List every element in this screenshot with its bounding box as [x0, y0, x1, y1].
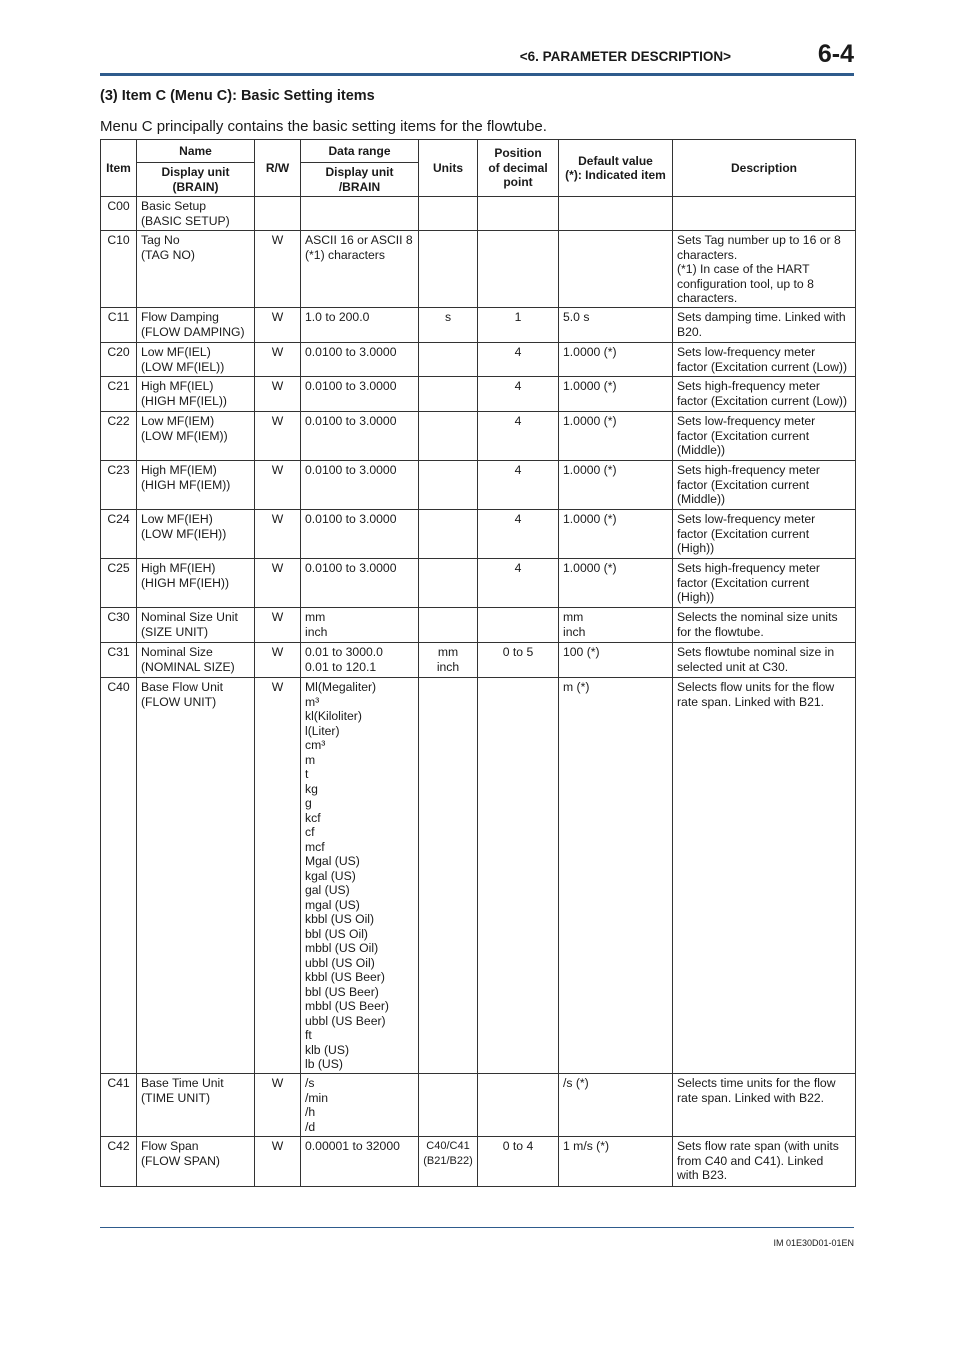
- name-cell: [137, 678, 255, 1074]
- data-range-cell: [301, 559, 419, 608]
- header-rw: R/W: [255, 140, 301, 197]
- cell-line: configuration tool, up to 8: [677, 276, 814, 291]
- cell-line: m³: [305, 694, 320, 709]
- header-default-line: (*): Indicated item: [565, 168, 666, 182]
- name-cell: [137, 1137, 255, 1187]
- cell-line: (HIGH MF(IEL)): [141, 393, 227, 408]
- item-cell: C31: [101, 643, 137, 678]
- decimal-position-cell: [478, 231, 559, 308]
- cell-line: inch: [436, 659, 460, 674]
- cell-line: Mgal (US): [305, 854, 360, 868]
- cell-line: 0.01 to 3000.0: [305, 645, 383, 659]
- description-cell: [673, 510, 856, 559]
- cell-line: s: [444, 310, 452, 324]
- description-cell: [673, 308, 856, 343]
- cell-line: 1.0000 (*): [563, 345, 617, 359]
- units-cell: [419, 643, 478, 678]
- cell-line: 1.0 to 200.0: [305, 310, 370, 324]
- table-row: [101, 461, 856, 510]
- decimal-position-cell: [478, 1074, 559, 1137]
- cell-line: Sets damping time. Linked with: [677, 310, 846, 324]
- header-display-unit: [137, 163, 255, 197]
- cell-line: Low MF(IEL): [141, 345, 211, 359]
- units-cell: [419, 678, 478, 1074]
- table-row: [101, 308, 856, 343]
- description-cell: [673, 1074, 856, 1137]
- cell-line: Sets high-frequency meter: [677, 379, 820, 393]
- default-value-cell: [559, 559, 673, 608]
- cell-line: Selects flow units for the flow: [677, 680, 835, 694]
- rw-cell: W: [255, 343, 301, 377]
- cell-line: (TAG NO): [141, 247, 195, 262]
- item-cell: C42: [101, 1137, 137, 1187]
- description-cell: [673, 343, 856, 377]
- cell-line: 1.0000 (*): [563, 463, 617, 477]
- data-range-cell: [301, 412, 419, 461]
- header-display-unit-line: /BRAIN: [338, 179, 381, 194]
- cell-line: Flow Damping: [141, 310, 219, 324]
- data-range-cell: [301, 377, 419, 412]
- units-cell: [419, 231, 478, 308]
- units-cell: [419, 377, 478, 412]
- cell-line: (FLOW SPAN): [141, 1153, 220, 1168]
- units-cell: [419, 510, 478, 559]
- parameter-table: [100, 139, 856, 1187]
- rw-cell: W: [255, 461, 301, 510]
- cell-line: m (*): [563, 680, 590, 694]
- cell-line: Sets low-frequency meter: [677, 512, 816, 526]
- data-range-cell: [301, 1137, 419, 1187]
- cell-line: Sets high-frequency meter: [677, 561, 820, 575]
- cell-line: (BASIC SETUP): [141, 213, 230, 228]
- cell-line: kg: [305, 781, 318, 796]
- item-cell: C30: [101, 608, 137, 643]
- rw-cell: W: [255, 377, 301, 412]
- table-row: [101, 1074, 856, 1137]
- cell-line: factor (Excitation current (Low)): [677, 393, 848, 408]
- rw-cell: W: [255, 231, 301, 308]
- name-cell: [137, 412, 255, 461]
- name-cell: [137, 377, 255, 412]
- data-range-cell: [301, 308, 419, 343]
- cell-line: characters.: [677, 291, 738, 305]
- item-cell: C25: [101, 559, 137, 608]
- cell-line: Tag No: [141, 233, 180, 247]
- cell-line: (FLOW DAMPING): [141, 324, 245, 339]
- decimal-position-cell: 1: [478, 308, 559, 343]
- section-intro: Menu C principally contains the basic setting items for the flowtube.: [100, 118, 547, 135]
- table-row: [101, 510, 856, 559]
- rw-cell: W: [255, 1137, 301, 1187]
- cell-line: (B21/B22): [423, 1154, 473, 1167]
- default-value-cell: [559, 1074, 673, 1137]
- cell-line: (LOW MF(IEH)): [141, 526, 227, 541]
- cell-line: Sets flowtube nominal size in: [677, 645, 835, 659]
- description-cell: [673, 412, 856, 461]
- cell-line: Sets high-frequency meter: [677, 463, 820, 477]
- cell-line: ASCII 16 or ASCII 8: [305, 233, 413, 247]
- cell-line: lb (US): [305, 1057, 343, 1071]
- decimal-position-cell: 4: [478, 343, 559, 377]
- cell-line: 5.0 s: [563, 310, 590, 324]
- cell-line: (LOW MF(IEM)): [141, 428, 228, 443]
- default-value-cell: [559, 678, 673, 1074]
- header-position: [478, 140, 559, 197]
- table-row: [101, 197, 856, 231]
- cell-line: mbbl (US Beer): [305, 999, 389, 1013]
- cell-line: t: [305, 767, 309, 781]
- rw-cell: W: [255, 678, 301, 1074]
- data-range-cell: [301, 678, 419, 1074]
- rw-cell: W: [255, 643, 301, 678]
- cell-line: mgal (US): [305, 897, 360, 912]
- cell-line: Ml(Megaliter): [305, 680, 377, 694]
- description-cell: [673, 231, 856, 308]
- cell-line: Sets low-frequency meter: [677, 345, 816, 359]
- default-value-cell: [559, 377, 673, 412]
- data-range-cell: [301, 343, 419, 377]
- item-cell: C21: [101, 377, 137, 412]
- decimal-position-cell: 4: [478, 377, 559, 412]
- header-position-line: Position: [494, 146, 542, 161]
- data-range-cell: [301, 643, 419, 678]
- cell-line: High MF(IEH): [141, 561, 216, 575]
- name-cell: [137, 343, 255, 377]
- cell-line: 0.0100 to 3.0000: [305, 463, 397, 477]
- name-cell: [137, 608, 255, 643]
- header-display-unit-line: Display unit: [161, 165, 230, 179]
- cell-line: g: [305, 796, 312, 810]
- cell-line: mcf: [305, 839, 325, 854]
- item-cell: C41: [101, 1074, 137, 1137]
- cell-line: kbbl (US Oil): [305, 912, 375, 926]
- cell-line: cf: [305, 825, 315, 839]
- units-cell: [419, 559, 478, 608]
- name-cell: [137, 231, 255, 308]
- table-row: [101, 231, 856, 308]
- table-row: [101, 377, 856, 412]
- decimal-position-cell: [478, 197, 559, 231]
- cell-line: 0.0100 to 3.0000: [305, 345, 397, 359]
- cell-line: bbl (US Beer): [305, 984, 379, 999]
- cell-line: mm: [305, 610, 326, 624]
- data-range-cell: [301, 1074, 419, 1137]
- cell-line: Sets flow rate span (with units: [677, 1139, 839, 1153]
- table-row: [101, 559, 856, 608]
- cell-line: ubbl (US Oil): [305, 955, 375, 970]
- units-cell: [419, 343, 478, 377]
- units-cell: [419, 412, 478, 461]
- name-cell: [137, 308, 255, 343]
- cell-line: inch: [563, 624, 586, 639]
- cell-line: cm³: [305, 738, 326, 752]
- item-cell: C10: [101, 231, 137, 308]
- units-cell: [419, 197, 478, 231]
- table-row: [101, 1137, 856, 1187]
- cell-line: /h: [305, 1105, 316, 1119]
- name-cell: [137, 510, 255, 559]
- description-cell: [673, 1137, 856, 1187]
- item-cell: C00: [101, 197, 137, 231]
- footer-rule: [100, 1227, 854, 1228]
- default-value-cell: [559, 510, 673, 559]
- cell-line: factor (Excitation current: [677, 575, 810, 590]
- header-display-unit-line: (BRAIN): [172, 179, 219, 194]
- cell-line: kbbl (US Beer): [305, 970, 385, 984]
- decimal-position-cell: 4: [478, 412, 559, 461]
- cell-line: 0.0100 to 3.0000: [305, 379, 397, 393]
- header-position-line: of decimal: [488, 160, 548, 175]
- rw-cell: W: [255, 1074, 301, 1137]
- name-cell: [137, 461, 255, 510]
- decimal-position-cell: 0 to 4: [478, 1137, 559, 1187]
- description-cell: [673, 559, 856, 608]
- default-value-cell: [559, 608, 673, 643]
- cell-line: l(Liter): [305, 723, 340, 738]
- default-value-cell: [559, 308, 673, 343]
- cell-line: mm: [437, 645, 459, 659]
- cell-line: (High)): [677, 541, 715, 555]
- units-cell: [419, 1074, 478, 1137]
- cell-line: Sets low-frequency meter: [677, 414, 816, 428]
- data-range-cell: [301, 510, 419, 559]
- data-range-cell: [301, 608, 419, 643]
- item-cell: C20: [101, 343, 137, 377]
- table-row: [101, 643, 856, 678]
- cell-line: /s: [305, 1076, 315, 1090]
- default-value-cell: [559, 461, 673, 510]
- cell-line: with B23.: [677, 1168, 728, 1182]
- cell-line: gal (US): [305, 883, 350, 897]
- cell-line: kgal (US): [305, 868, 356, 883]
- section-heading: (3) Item C (Menu C): Basic Setting items: [100, 88, 375, 104]
- data-range-cell: [301, 197, 419, 231]
- description-cell: [673, 461, 856, 510]
- cell-line: factor (Excitation current: [677, 477, 810, 492]
- cell-line: klb (US): [305, 1042, 350, 1057]
- rw-cell: W: [255, 559, 301, 608]
- chapter-title: <6. PARAMETER DESCRIPTION>: [519, 49, 731, 64]
- cell-line: (FLOW UNIT): [141, 694, 217, 709]
- table-row: [101, 343, 856, 377]
- cell-line: 0.0100 to 3.0000: [305, 561, 397, 575]
- description-cell: [673, 643, 856, 678]
- cell-line: kcf: [305, 810, 321, 825]
- page-number: 6-4: [817, 40, 854, 68]
- cell-line: kl(Kiloliter): [305, 709, 362, 723]
- cell-line: High MF(IEM): [141, 463, 217, 477]
- cell-line: (High)): [677, 590, 715, 604]
- item-cell: C40: [101, 678, 137, 1074]
- cell-line: 0.0100 to 3.0000: [305, 414, 397, 428]
- rw-cell: W: [255, 608, 301, 643]
- cell-line: 1.0000 (*): [563, 379, 617, 393]
- units-cell: [419, 1137, 478, 1187]
- cell-line: selected unit at C30.: [677, 659, 789, 674]
- cell-line: 1 m/s (*): [563, 1139, 610, 1153]
- cell-line: C40/C41: [426, 1140, 470, 1152]
- rw-cell: [255, 197, 301, 231]
- cell-line: 1.0000 (*): [563, 561, 617, 575]
- cell-line: for the flowtube.: [677, 624, 764, 639]
- rw-cell: W: [255, 308, 301, 343]
- header-rule: [100, 73, 854, 76]
- header-units: Units: [419, 140, 478, 197]
- decimal-position-cell: 4: [478, 559, 559, 608]
- cell-line: 1.0000 (*): [563, 414, 617, 428]
- cell-line: rate span. Linked with B21.: [677, 694, 825, 709]
- item-cell: C22: [101, 412, 137, 461]
- cell-line: (SIZE UNIT): [141, 624, 209, 639]
- cell-line: Selects the nominal size units: [677, 610, 838, 624]
- cell-line: Base Time Unit: [141, 1076, 224, 1090]
- cell-line: characters.: [677, 247, 738, 262]
- cell-line: Basic Setup: [141, 199, 207, 213]
- cell-line: Sets Tag number up to 16 or 8: [677, 233, 841, 247]
- rw-cell: W: [255, 412, 301, 461]
- default-value-cell: [559, 1137, 673, 1187]
- description-cell: [673, 608, 856, 643]
- cell-line: (*1) characters: [305, 247, 385, 262]
- cell-line: rate span. Linked with B22.: [677, 1090, 825, 1105]
- cell-line: factor (Excitation current (Low)): [677, 359, 848, 374]
- header-item: Item: [101, 140, 137, 197]
- cell-line: (TIME UNIT): [141, 1090, 211, 1105]
- cell-line: from C40 and C41). Linked: [677, 1153, 824, 1168]
- cell-line: Flow Span: [141, 1139, 199, 1153]
- cell-line: 1.0000 (*): [563, 512, 617, 526]
- description-cell: [673, 377, 856, 412]
- cell-line: ft: [305, 1028, 312, 1042]
- header-default: [559, 140, 673, 197]
- cell-line: (LOW MF(IEL)): [141, 359, 225, 374]
- default-value-cell: [559, 231, 673, 308]
- cell-line: inch: [305, 624, 328, 639]
- default-value-cell: [559, 197, 673, 231]
- description-cell: [673, 678, 856, 1074]
- name-cell: [137, 197, 255, 231]
- cell-line: Nominal Size Unit: [141, 610, 238, 624]
- table-row: [101, 608, 856, 643]
- name-cell: [137, 559, 255, 608]
- default-value-cell: [559, 412, 673, 461]
- cell-line: /min: [305, 1090, 329, 1105]
- header-name: Name: [137, 140, 255, 163]
- units-cell: [419, 461, 478, 510]
- header-display-unit-brain: [301, 163, 419, 197]
- cell-line: m: [305, 752, 316, 767]
- cell-line: Low MF(IEM): [141, 414, 215, 428]
- cell-line: ubbl (US Beer): [305, 1013, 386, 1028]
- document-id: IM 01E30D01-01EN: [773, 1238, 854, 1248]
- item-cell: C11: [101, 308, 137, 343]
- decimal-position-cell: 4: [478, 510, 559, 559]
- cell-line: 100 (*): [563, 645, 600, 659]
- cell-line: Low MF(IEH): [141, 512, 213, 526]
- decimal-position-cell: [478, 678, 559, 1074]
- header-position-line: point: [503, 175, 533, 190]
- cell-line: Selects time units for the flow: [677, 1076, 836, 1090]
- cell-line: (NOMINAL SIZE): [141, 659, 235, 674]
- cell-line: factor (Excitation current: [677, 526, 810, 541]
- decimal-position-cell: [478, 608, 559, 643]
- cell-line: (*1) In case of the HART: [677, 262, 810, 276]
- cell-line: factor (Excitation current: [677, 428, 810, 443]
- cell-line: mm: [563, 610, 584, 624]
- data-range-cell: [301, 231, 419, 308]
- cell-line: bbl (US Oil): [305, 926, 368, 941]
- name-cell: [137, 1074, 255, 1137]
- decimal-position-cell: 0 to 5: [478, 643, 559, 678]
- cell-line: Nominal Size: [141, 645, 213, 659]
- cell-line: High MF(IEL): [141, 379, 214, 393]
- name-cell: [137, 643, 255, 678]
- header-description: Description: [673, 140, 856, 197]
- header-data-range: Data range: [301, 140, 419, 163]
- cell-line: (HIGH MF(IEH)): [141, 575, 230, 590]
- cell-line: /s (*): [563, 1076, 589, 1090]
- cell-line: /d: [305, 1119, 316, 1134]
- header-default-line: Default value: [578, 153, 653, 168]
- header-display-unit-line: Display unit: [325, 165, 394, 179]
- default-value-cell: [559, 643, 673, 678]
- decimal-position-cell: 4: [478, 461, 559, 510]
- item-cell: C23: [101, 461, 137, 510]
- data-range-cell: [301, 461, 419, 510]
- units-cell: [419, 308, 478, 343]
- cell-line: (HIGH MF(IEM)): [141, 477, 231, 492]
- cell-line: mbbl (US Oil): [305, 941, 379, 955]
- cell-line: 0.01 to 120.1: [305, 659, 377, 674]
- rw-cell: W: [255, 510, 301, 559]
- cell-line: 0.00001 to 32000: [305, 1139, 400, 1153]
- cell-line: Base Flow Unit: [141, 680, 223, 694]
- table-row: [101, 678, 856, 1074]
- cell-line: (Middle)): [677, 443, 726, 457]
- table-row: [101, 412, 856, 461]
- cell-line: 0.0100 to 3.0000: [305, 512, 397, 526]
- default-value-cell: [559, 343, 673, 377]
- description-cell: [673, 197, 856, 231]
- units-cell: [419, 608, 478, 643]
- item-cell: C24: [101, 510, 137, 559]
- cell-line: (Middle)): [677, 492, 726, 506]
- cell-line: B20.: [677, 324, 703, 339]
